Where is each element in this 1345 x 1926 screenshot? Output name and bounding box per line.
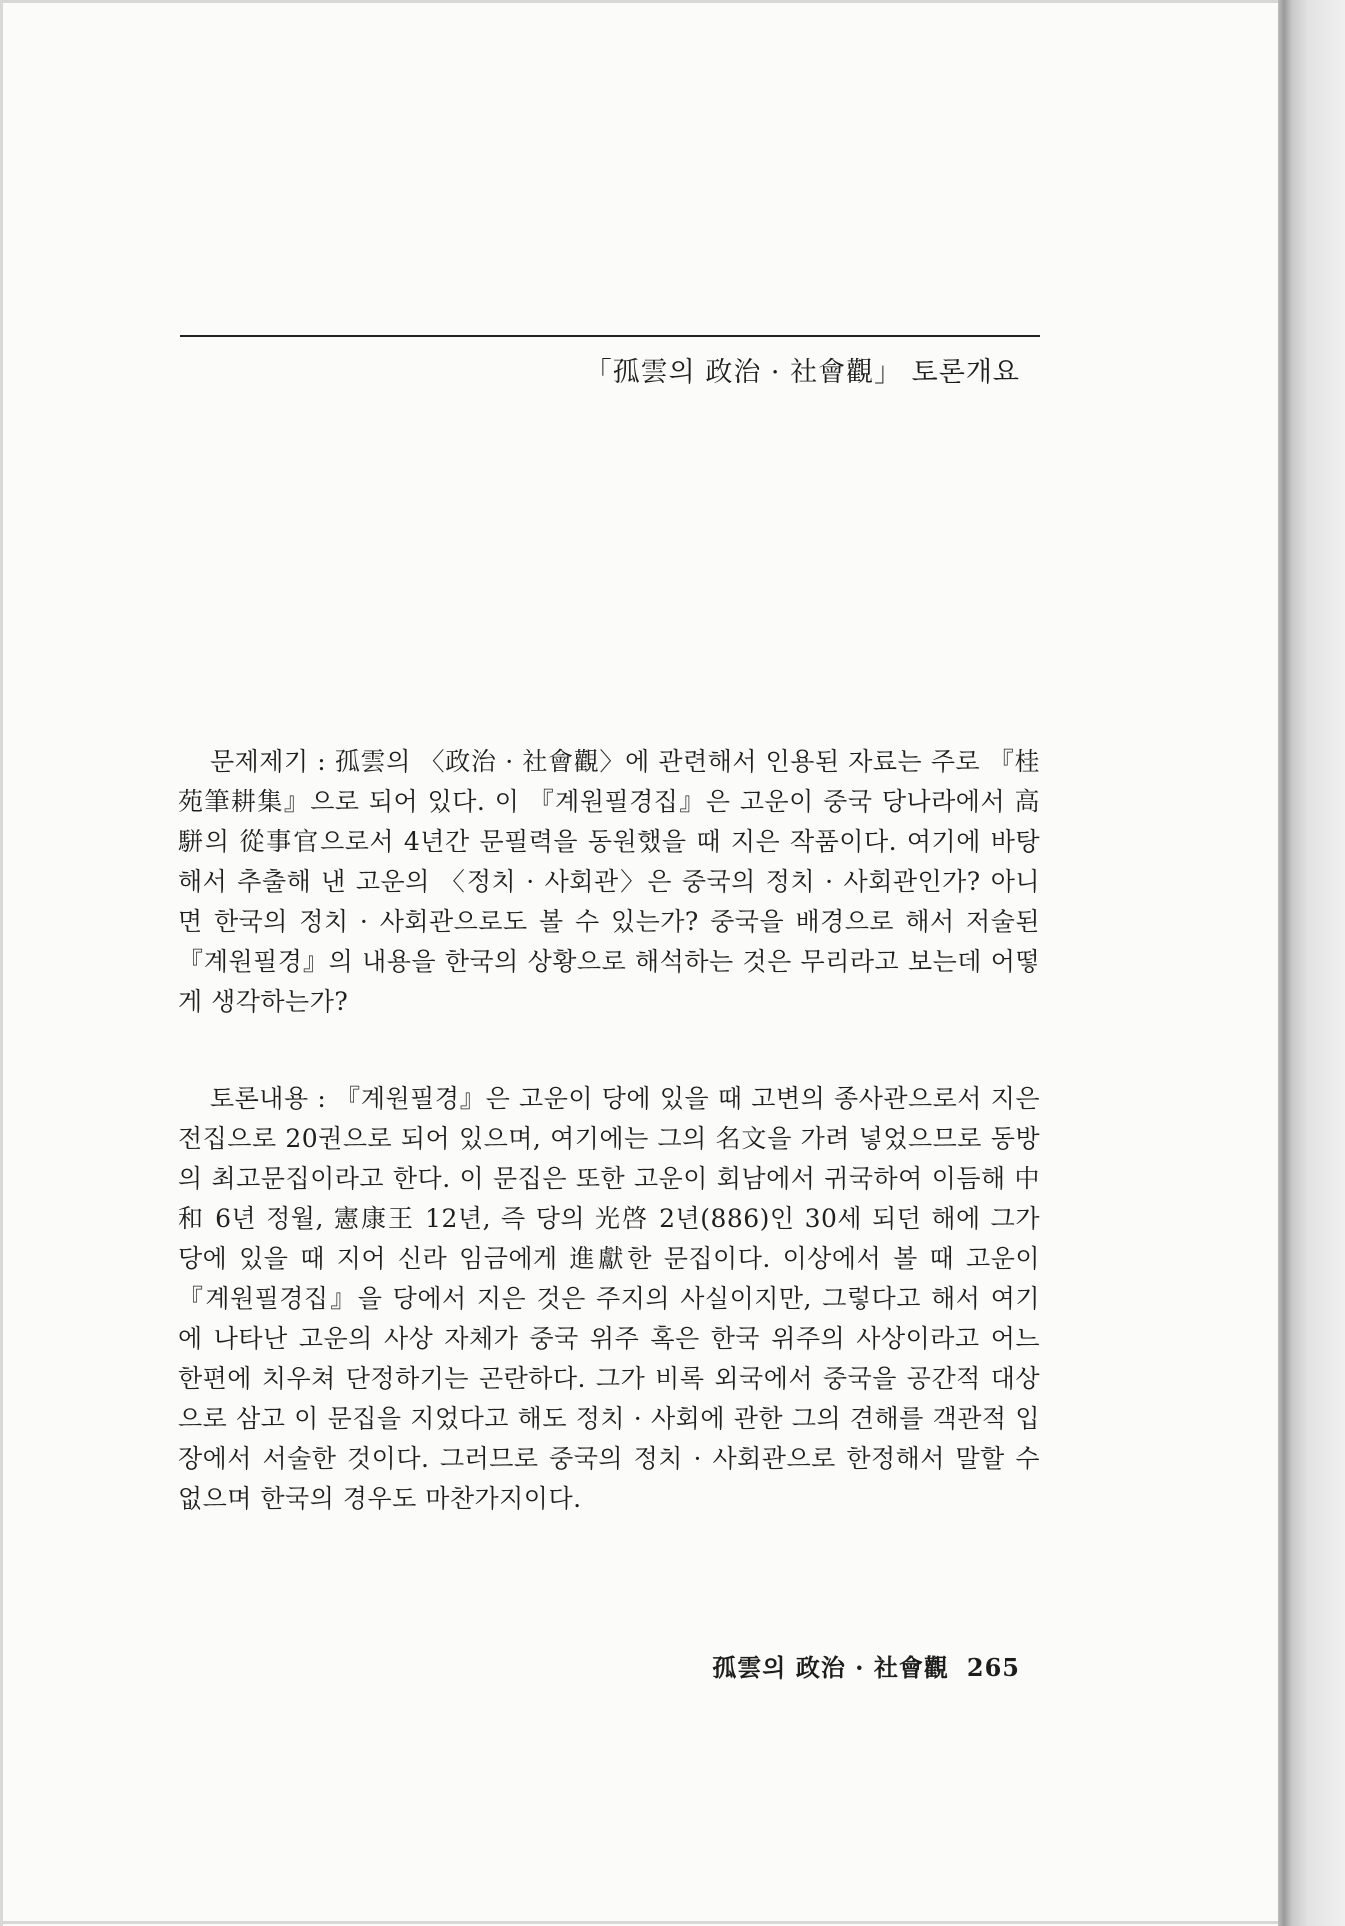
page-gutter-shadow (1278, 0, 1345, 1926)
paragraph-discussion (178, 1079, 1040, 1519)
header-rule (180, 335, 1040, 337)
footer-title: 孤雲의 政治 · 社會觀 (712, 1653, 949, 1682)
page-edge-top (0, 0, 1285, 3)
page-footer (600, 1648, 1020, 1683)
paragraph-text: 孤雲의 〈政治 · 社會觀〉에 관련해서 인용된 자료는 주로 『桂苑筆耕集』으로 되어 있다. 이 『계원필경집』은 고운이 중국 당나라에서 高駢의 從事官으로서 4년간 문필력을 동원했을 때 지은 작품이다. 여기에 바탕해서 추출해 낸 고운의 〈정치 · 사회관〉은 중국의 정치 · 사회관인가? 아니면 한국의 정치 · 사회관으로도 볼 수 있는가? 중국을 배경으로 해서 저술된 『계원필경』의 내용을 한국의 상황으로 해석하는 것은 무리라고 보는데 어떻게 생각하는가? (178, 747, 1040, 1016)
paragraph-text: 『계원필경』은 고운이 당에 있을 때 고변의 종사관으로서 지은 전집으로 20권으로 되어 있으며, 여기에는 그의 名文을 가려 넣었으므로 동방의 최고문집이라고 한다. 이 문집은 또한 고운이 회남에서 귀국하여 이듬해 中和 6년 정월, 憲康王 12년, 즉 당의 光啓 2년(886)인 30세 되던 해에 그가 당에 있을 때 지어 신라 임금에게 進獻한 문집이다. 이상에서 볼 때 고운이 『계원필경집』을 당에서 지은 것은 주지의 사실이지만, 그렇다고 해서 여기에 나타난 고운의 사상 자체가 중국 위주 혹은 한국 위주의 사상이라고 어느 한편에 치우쳐 단정하기는 곤란하다. 그가 비록 외국에서 중국을 공간적 대상으로 삼고 이 문집을 지었다고 해도 정치 · 사회에 관한 그의 견해를 객관적 입장에서 서술한 것이다. 그러므로 중국의 정치 · 사회관으로 한정해서 말할 수 없으며 한국의 경우도 마찬가지이다. (178, 1084, 1040, 1513)
page-number: 265 (966, 1653, 1020, 1682)
page-edge-bottom (0, 1921, 1285, 1924)
page-edge-left (0, 0, 3, 1926)
paragraph-problem-statement (178, 742, 1040, 1022)
paragraph-label: 토론내용 : (210, 1084, 336, 1113)
running-head: 「孤雲의 政治 · 社會觀」 토론개요 (584, 357, 1020, 388)
paragraph-label: 문제제기 : (210, 747, 335, 776)
